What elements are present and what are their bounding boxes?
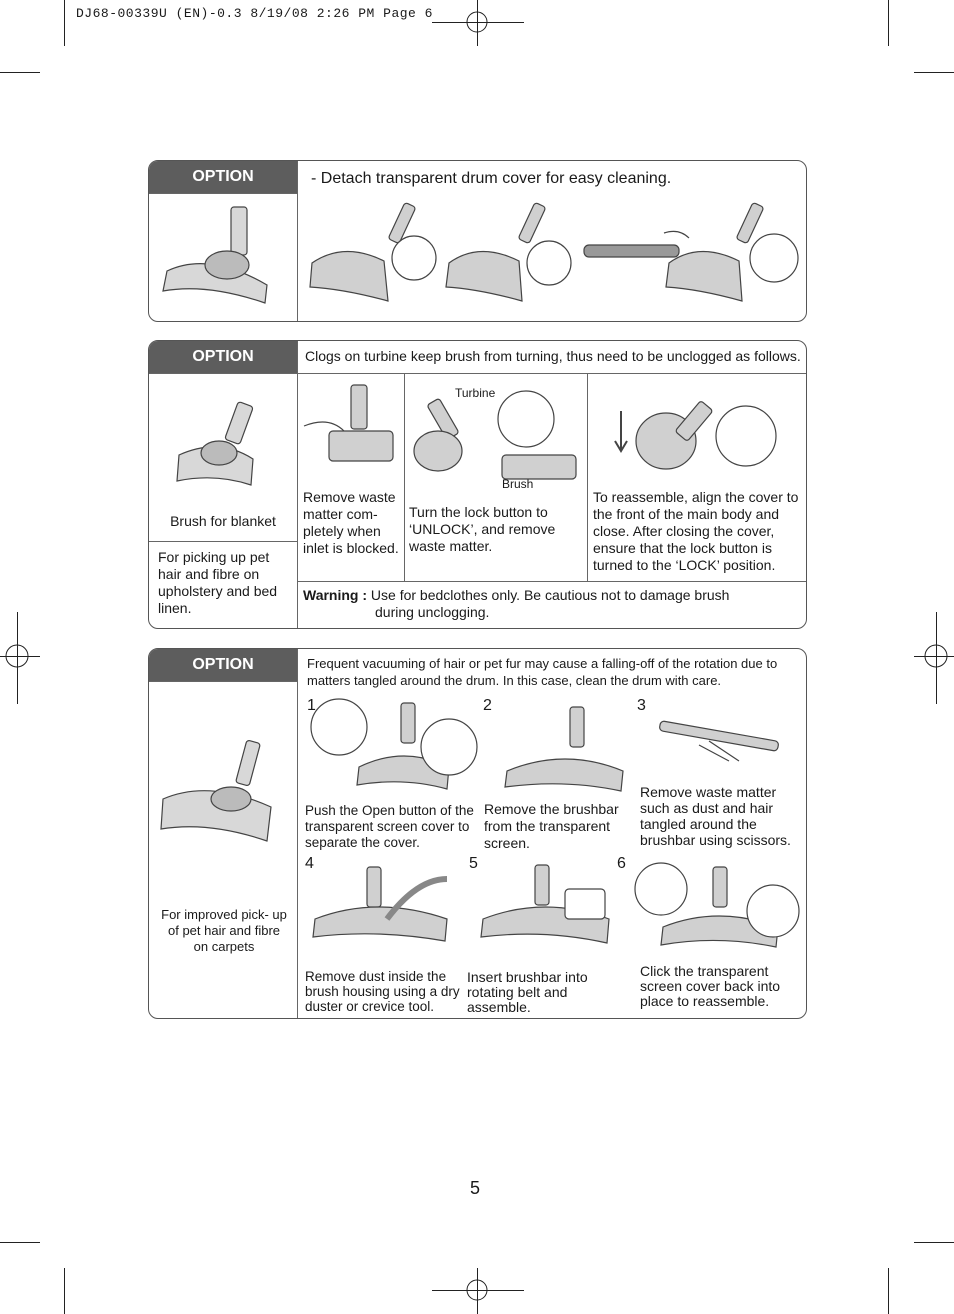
step-5-illustration (475, 859, 620, 954)
step-number: 2 (483, 697, 492, 714)
option-badge: OPTION (149, 161, 297, 193)
warning (303, 587, 803, 621)
section-carpet-brush (148, 648, 807, 1019)
warning-text-line2: during unclogging. (375, 604, 490, 620)
step-1-illustration (309, 697, 479, 787)
warning-text: Use for bedclothes only. Be cautious not to damage brush (370, 587, 730, 603)
section-intro: Clogs on turbine keep brush from turning, thus need to be unclogged as follows. (305, 348, 801, 364)
step-3-text: To reassemble, align the cover to the front of the main body and close. After closing the cover, ensure that the lock button is turned to the ‘LOCK’ position. (593, 489, 799, 573)
step-5-text: Insert brushbar into rotating belt and assemble. (467, 969, 588, 1015)
product-caption: For improved pick- up of pet hair and fibre on carpets (161, 907, 287, 954)
page-number: 5 (470, 1178, 481, 1198)
step-reassemble-illustration (591, 381, 801, 491)
step-3-text: Remove waste matter such as dust and hair tangled around the brushbar using scissors. (640, 784, 791, 848)
option-badge: OPTION (149, 649, 297, 681)
step-number: 5 (469, 855, 478, 872)
step-6-illustration (633, 861, 803, 956)
step-number: 6 (617, 855, 626, 872)
section-turbine-brush (148, 340, 807, 629)
drum-cover-steps-illustration (304, 203, 804, 313)
step-2-text: Turn the lock button to ‘UNLOCK’, and remove waste matter. (409, 504, 556, 554)
step-1-text: Remove waste matter com- pletely when inlet is blocked. (303, 489, 399, 556)
label-turbine: Turbine (455, 386, 496, 400)
step-4-text: Remove dust inside the brush housing using a dry duster or crevice tool. (305, 969, 460, 1014)
product-usage: For picking up pet hair and fibre on upholstery and bed linen. (158, 549, 278, 616)
step-3-illustration (639, 701, 799, 781)
step-number: 3 (637, 697, 646, 714)
step-remove-waste-illustration (299, 381, 404, 481)
label-brush: Brush (502, 477, 534, 491)
section-drum-cover (148, 160, 807, 322)
section-intro: Frequent vacuuming of hair or pet fur may cause a falling-off of the rotation due to matters tangled around the drum. In this case, clean the drum with care. (307, 656, 778, 688)
step-6-text: Click the transparent screen cover back into place to reassemble. (640, 963, 781, 1009)
section-intro: - Detach transparent drum cover for easy cleaning. (311, 170, 672, 187)
print-slug: DJ68-00339U (EN)-0.3 8/19/08 2:26 PM Page 6 (76, 6, 433, 21)
option-badge: OPTION (149, 341, 297, 373)
step-4-illustration (307, 859, 467, 954)
step-number: 1 (307, 697, 316, 714)
warning-label: Warning : (303, 587, 368, 603)
carpet-brush-illustration (149, 729, 297, 869)
step-1-text: Push the Open button of the transparent screen cover to separate the cover. (305, 803, 474, 850)
blanket-brush-illustration (149, 381, 297, 511)
product-caption: Brush for blanket (170, 513, 276, 529)
step-unlock-illustration (406, 381, 586, 491)
step-number: 4 (305, 855, 314, 872)
step-2-illustration (485, 701, 635, 791)
step-2-text: Remove the brushbar from the transparent screen. (484, 801, 619, 851)
brush-head-illustration (149, 193, 297, 321)
